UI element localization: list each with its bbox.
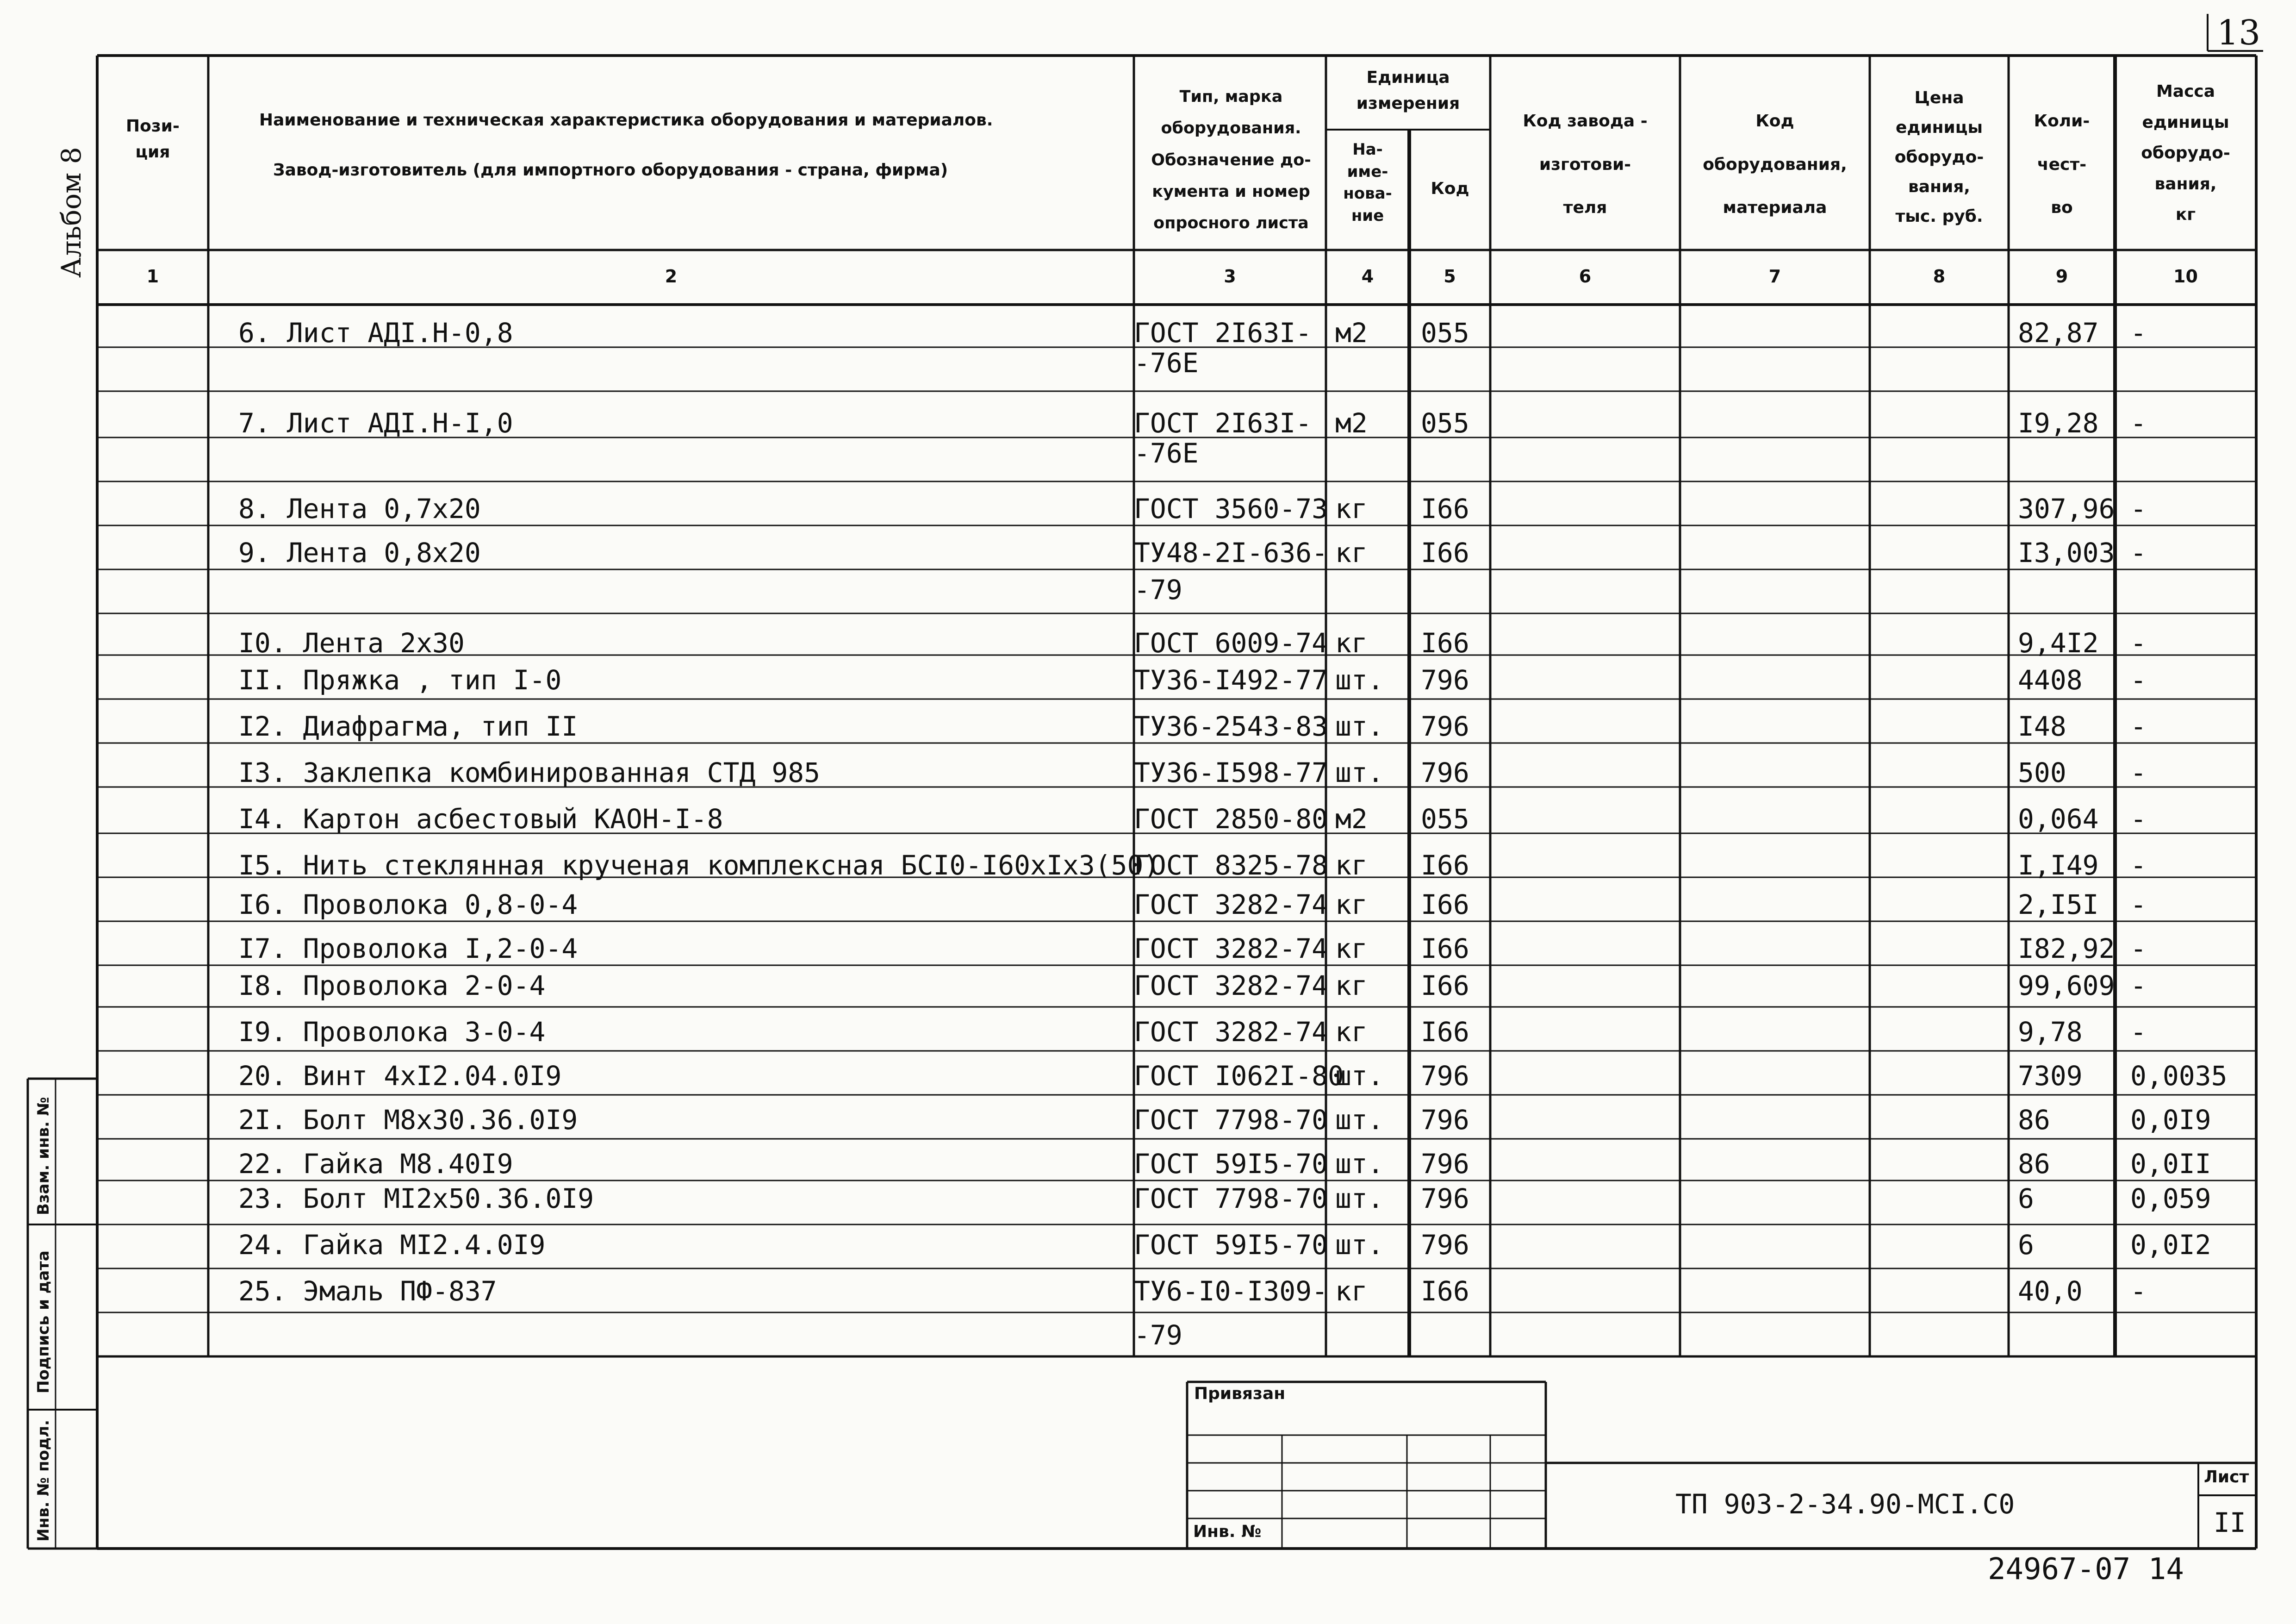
item-name: 8. Лента 0,7х20 [238,493,481,525]
item-name: I3. Заклепка комбинированная СТД 985 [238,757,821,788]
header-unit-code: Код [1431,179,1469,198]
col-number-2: 2 [665,266,678,287]
item-mass: - [2130,757,2147,788]
item-code: 055 [1421,317,1469,349]
item-type: ГОСТ 3282-74 [1134,889,1328,920]
item-quantity: 4408 [2018,664,2083,696]
item-quantity: I82,92 [2018,933,2115,964]
item-code: 055 [1421,407,1469,439]
archive-number: 24967-07 14 [1988,1552,2184,1587]
item-code: 055 [1421,803,1469,835]
item-name: 23. Болт МI2х50.36.0I9 [238,1183,594,1214]
item-mass: 0,0I2 [2130,1229,2211,1261]
item-name: 20. Винт 4хI2.04.0I9 [238,1060,562,1092]
item-mass: - [2130,1016,2147,1048]
sheet-corner-number: 13 [2217,13,2261,53]
header-factory-code: Код завода - изготови- теля [1523,112,1648,218]
side-vzam-inv: Взам. инв. № [34,1097,53,1215]
item-mass: - [2130,537,2147,568]
item-quantity: 40,0 [2018,1275,2083,1307]
item-unit: кг [1335,537,1368,568]
item-mass: - [2130,493,2147,525]
item-quantity: 82,87 [2018,317,2099,349]
item-mass: - [2130,664,2147,696]
header-name-line1: Наименование и техническая характеристика оборудования и материалов. [259,111,993,130]
item-quantity: 500 [2018,757,2066,788]
item-code: I66 [1421,933,1469,964]
item-quantity: 7309 [2018,1060,2083,1092]
item-code: 796 [1421,1229,1469,1261]
document-designation: ТП 903-2-34.90-МСI.С0 [1675,1488,2015,1520]
item-unit: м2 [1335,803,1368,835]
side-signature-date: Подпись и дата [34,1250,53,1393]
item-quantity: I,I49 [2018,849,2099,881]
side-inv-podl: Инв. № подл. [34,1419,53,1542]
item-name: I0. Лента 2х30 [238,627,465,659]
item-quantity: 307,96 [2018,493,2115,525]
item-mass: - [2130,889,2147,920]
item-quantity: 86 [2018,1104,2050,1136]
col-number-3: 3 [1224,266,1236,287]
item-mass: 0,0I9 [2130,1104,2211,1136]
item-name: 7. Лист АДI.Н-I,0 [238,407,513,439]
stamp-inv-no: Инв. № [1193,1522,1262,1541]
item-mass: 0,059 [2130,1183,2211,1214]
item-mass: - [2130,711,2147,742]
item-code: 796 [1421,1060,1469,1092]
item-name: 22. Гайка М8.40I9 [238,1148,513,1180]
item-unit: кг [1335,1016,1368,1048]
item-quantity: I3,003 [2018,537,2115,568]
item-type: ГОСТ 7798-70 [1134,1183,1328,1214]
item-type: ТУ36-2543-83 [1134,711,1328,742]
item-unit: м2 [1335,317,1368,349]
item-name: II. Пряжка , тип I-0 [238,664,562,696]
col-number-9: 9 [2055,266,2068,287]
item-unit: кг [1335,1275,1368,1307]
item-name: I9. Проволока 3-0-4 [238,1016,546,1048]
item-name: 25. Эмаль ПФ-837 [238,1275,497,1307]
item-name: 24. Гайка МI2.4.0I9 [238,1229,546,1261]
item-type: ГОСТ 2I63I- [1134,317,1312,349]
item-mass: - [2130,627,2147,659]
item-type-continued: -79 [1134,574,1182,606]
item-unit: шт. [1335,711,1384,742]
album-label: Альбом 8 [56,147,87,278]
col-number-7: 7 [1768,266,1781,287]
header-position: Пози- ция [126,117,180,162]
stamp-privyazan: Привязан [1194,1384,1286,1403]
item-mass: - [2130,803,2147,835]
item-name: I2. Диафрагма, тип II [238,711,578,742]
item-unit: шт. [1335,757,1384,788]
item-quantity: I48 [2018,711,2066,742]
item-type: ГОСТ 59I5-70 [1134,1229,1328,1261]
item-unit: кг [1335,889,1368,920]
item-name: 6. Лист АДI.Н-0,8 [238,317,513,349]
item-type: ГОСТ 8325-78 [1134,849,1328,881]
item-unit: кг [1335,933,1368,964]
header-type: Тип, марка оборудования. Обозначение до- кумента и номер опросного листа [1151,87,1311,232]
item-code: I66 [1421,493,1469,525]
item-quantity: 6 [2018,1229,2034,1261]
item-code: I66 [1421,1016,1469,1048]
item-mass: - [2130,317,2147,349]
item-quantity: 9,4I2 [2018,627,2099,659]
item-unit: шт. [1335,664,1384,696]
item-type: ГОСТ 3282-74 [1134,933,1328,964]
item-unit: шт. [1335,1148,1384,1180]
header-name-line2: Завод-изготовитель (для импортного оборудования - страна, фирма) [273,161,948,180]
item-code: I66 [1421,1275,1469,1307]
item-code: 796 [1421,757,1469,788]
header-quantity: Коли- чест- во [2034,112,2090,218]
item-code: 796 [1421,664,1469,696]
item-unit: шт. [1335,1104,1384,1136]
header-mass: Масса единицы оборудо- вания, кг [2141,82,2230,225]
item-name: I8. Проволока 2-0-4 [238,970,546,1001]
item-type: ГОСТ 3560-73 [1134,493,1328,525]
item-mass: - [2130,1275,2147,1307]
item-type: ТУ48-2I-636- [1134,537,1328,568]
item-type: ГОСТ 2I63I- [1134,407,1312,439]
item-code: 796 [1421,1104,1469,1136]
item-type-continued: -79 [1134,1319,1182,1351]
item-unit: кг [1335,627,1368,659]
item-code: I66 [1421,627,1469,659]
item-type-continued: -76Е [1134,437,1199,469]
header-equipment-code: Код оборудования, материала [1703,112,1847,218]
item-name: I5. Нить стеклянная крученая комплексная БСI0-I60хIх3(50) [238,849,1160,881]
item-type: ГОСТ I062I-80 [1134,1060,1344,1092]
item-mass: 0,0II [2130,1148,2211,1180]
item-code: I66 [1421,970,1469,1001]
item-type: ГОСТ 3282-74 [1134,1016,1328,1048]
item-type: ТУ36-I492-77 [1134,664,1328,696]
item-mass: - [2130,407,2147,439]
item-unit: кг [1335,849,1368,881]
col-number-8: 8 [1933,266,1946,287]
item-quantity: 2,I5I [2018,889,2099,920]
item-name: I6. Проволока 0,8-0-4 [238,889,578,920]
col-number-1: 1 [146,266,159,287]
item-mass: - [2130,849,2147,881]
sheet-label: Лист [2204,1468,2249,1487]
header-unit-name: На- име- нова- ние [1343,140,1392,225]
item-code: 796 [1421,1148,1469,1180]
item-unit: кг [1335,493,1368,525]
sheet-number: II [2214,1507,2246,1538]
item-unit: шт. [1335,1183,1384,1214]
item-type: ГОСТ 2850-80 [1134,803,1328,835]
item-mass: 0,0035 [2130,1060,2228,1092]
item-quantity: 86 [2018,1148,2050,1180]
header-price: Цена единицы оборудо- вания, тыс. руб. [1894,88,1984,226]
item-name: 9. Лента 0,8х20 [238,537,481,568]
item-unit: шт. [1335,1229,1384,1261]
item-quantity: 99,609 [2018,970,2115,1001]
col-number-10: 10 [2173,266,2198,287]
item-name: I7. Проволока I,2-0-4 [238,933,578,964]
item-name: 2I. Болт М8х30.36.0I9 [238,1104,578,1136]
item-quantity: I9,28 [2018,407,2099,439]
item-mass: - [2130,970,2147,1001]
item-code: I66 [1421,849,1469,881]
item-unit: шт. [1335,1060,1384,1092]
item-unit: кг [1335,970,1368,1001]
item-quantity: 0,064 [2018,803,2099,835]
item-type: ТУ36-I598-77 [1134,757,1328,788]
col-number-5: 5 [1444,266,1456,287]
item-mass: - [2130,933,2147,964]
col-number-6: 6 [1579,266,1592,287]
item-type: ГОСТ 3282-74 [1134,970,1328,1001]
item-type: ТУ6-I0-I309- [1134,1275,1328,1307]
item-name: I4. Картон асбестовый КАОН-I-8 [238,803,723,835]
item-code: I66 [1421,889,1469,920]
col-number-4: 4 [1361,266,1374,287]
item-code: I66 [1421,537,1469,568]
item-type: ГОСТ 59I5-70 [1134,1148,1328,1180]
header-unit: Единица измерения [1356,68,1460,113]
item-quantity: 9,78 [2018,1016,2083,1048]
item-code: 796 [1421,711,1469,742]
item-code: 796 [1421,1183,1469,1214]
item-type: ГОСТ 6009-74 [1134,627,1328,659]
item-type-continued: -76Е [1134,347,1199,379]
item-unit: м2 [1335,407,1368,439]
item-quantity: 6 [2018,1183,2034,1214]
item-type: ГОСТ 7798-70 [1134,1104,1328,1136]
